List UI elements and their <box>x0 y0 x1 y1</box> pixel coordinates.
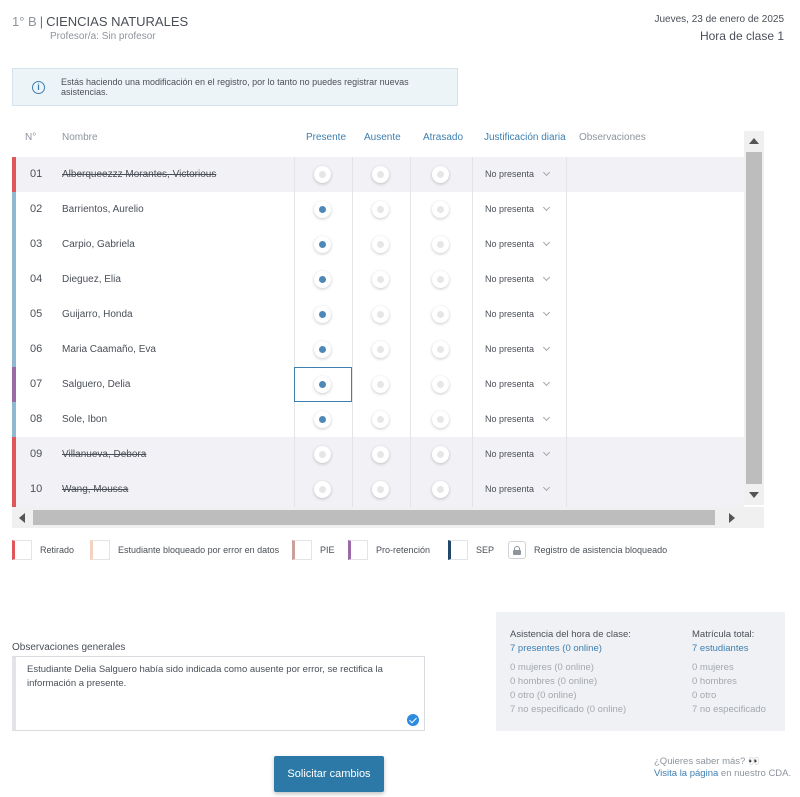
status-bar <box>12 367 16 402</box>
cell-divider <box>352 157 353 192</box>
cell-divider <box>472 262 473 297</box>
absent-radio[interactable] <box>372 306 389 323</box>
legend-swatch <box>348 540 368 560</box>
legend-item <box>292 540 335 560</box>
radio-dot <box>377 346 384 353</box>
col-late-header[interactable]: Atrasado <box>423 132 464 143</box>
absent-radio[interactable] <box>372 446 389 463</box>
present-radio[interactable] <box>314 481 331 498</box>
status-bar <box>12 297 16 332</box>
enrollment-line: 7 no especificado <box>692 704 766 715</box>
cell-divider <box>294 192 295 227</box>
present-radio[interactable] <box>314 201 331 218</box>
attendance-present-link[interactable]: 7 presentes (0 online) <box>510 643 602 654</box>
late-radio[interactable] <box>432 341 449 358</box>
col-name-header: Nombre <box>62 132 98 143</box>
attendance-summary <box>496 612 785 731</box>
legend-label: Registro de asistencia bloqueado <box>534 545 668 555</box>
student-name: Salguero, Delia <box>62 379 131 390</box>
justification-select[interactable] <box>485 402 549 437</box>
title-separator: | <box>39 14 44 29</box>
cell-divider <box>352 402 353 437</box>
attendance-line: 0 otro (0 online) <box>510 690 577 701</box>
enrollment-stats <box>692 628 766 717</box>
enrollment-line: 0 otro <box>692 690 717 701</box>
legend-swatch <box>292 540 312 560</box>
row-number: 07 <box>30 378 43 390</box>
cell-divider <box>410 402 411 437</box>
cell-divider <box>472 437 473 472</box>
vertical-scroll-thumb[interactable] <box>746 152 762 484</box>
status-legend <box>12 540 792 560</box>
justification-select[interactable] <box>485 262 549 297</box>
radio-dot <box>437 241 444 248</box>
visit-page-link[interactable]: Visita la página <box>654 768 719 779</box>
student-name: Guijarro, Honda <box>62 309 133 320</box>
attendance-title: Asistencia del hora de clase: <box>510 629 631 640</box>
enrollment-title: Matrícula total: <box>692 629 755 640</box>
cell-divider <box>472 332 473 367</box>
radio-dot <box>437 416 444 423</box>
radio-dot <box>319 171 326 178</box>
legend-item <box>90 540 279 560</box>
absent-radio[interactable] <box>372 236 389 253</box>
justification-value: No presenta <box>485 379 535 389</box>
observation-cell[interactable] <box>567 367 744 402</box>
table-row <box>12 157 744 192</box>
present-radio[interactable] <box>314 411 331 428</box>
table-row <box>12 262 744 297</box>
justification-value: No presenta <box>485 449 535 459</box>
justification-select[interactable] <box>485 437 549 472</box>
justification-select[interactable] <box>485 472 549 507</box>
cell-divider <box>352 227 353 262</box>
date-label: Jueves, 23 de enero de 2025 <box>654 14 784 25</box>
cell-divider <box>352 297 353 332</box>
cell-divider <box>410 367 411 402</box>
chevron-down-icon <box>543 344 550 351</box>
request-changes-button[interactable]: Solicitar cambios <box>274 756 384 792</box>
observation-cell[interactable] <box>567 192 744 227</box>
chevron-down-icon <box>543 274 550 281</box>
observation-cell[interactable] <box>567 297 744 332</box>
class-hour-label: Hora de clase 1 <box>699 29 784 43</box>
status-bar <box>12 472 16 507</box>
chevron-down-icon <box>543 379 550 386</box>
scroll-up-icon[interactable] <box>749 138 759 144</box>
legend-swatch <box>90 540 110 560</box>
radio-dot <box>377 241 384 248</box>
status-bar <box>12 262 16 297</box>
radio-dot <box>377 206 384 213</box>
radio-dot <box>437 311 444 318</box>
present-radio[interactable] <box>314 446 331 463</box>
absent-radio[interactable] <box>372 376 389 393</box>
cell-divider <box>294 297 295 332</box>
radio-dot <box>437 206 444 213</box>
justification-select[interactable] <box>485 192 549 227</box>
subject-label: CIENCIAS NATURALES <box>46 14 189 29</box>
justification-value: No presenta <box>485 309 535 319</box>
enrollment-link[interactable]: 7 estudiantes <box>692 643 749 654</box>
status-bar <box>12 192 16 227</box>
cell-divider <box>352 262 353 297</box>
late-radio[interactable] <box>432 236 449 253</box>
present-radio[interactable] <box>314 271 331 288</box>
cell-divider <box>472 297 473 332</box>
table-body <box>12 157 744 507</box>
justification-value: No presenta <box>485 344 535 354</box>
radio-dot <box>377 311 384 318</box>
late-radio[interactable] <box>432 271 449 288</box>
radio-dot <box>319 276 326 283</box>
cell-divider <box>352 332 353 367</box>
lock-icon <box>508 541 526 559</box>
cell-divider <box>294 472 295 507</box>
radio-dot <box>437 346 444 353</box>
horizontal-scroll-thumb[interactable] <box>33 510 715 525</box>
radio-dot <box>377 486 384 493</box>
legend-item <box>508 540 667 560</box>
late-radio[interactable] <box>432 446 449 463</box>
cell-divider <box>294 402 295 437</box>
enrollment-line: 0 hombres <box>692 676 737 687</box>
present-radio[interactable] <box>314 306 331 323</box>
cell-divider <box>410 297 411 332</box>
modification-notice <box>12 68 458 106</box>
chevron-down-icon <box>543 484 550 491</box>
table-row <box>12 192 744 227</box>
student-name: Carpio, Gabriela <box>62 239 135 250</box>
cell-divider <box>410 227 411 262</box>
chevron-down-icon <box>543 414 550 421</box>
scroll-right-icon[interactable] <box>729 513 735 523</box>
present-radio[interactable] <box>314 341 331 358</box>
more-info-question: ¿Quieres saber más? 👀 <box>654 756 760 767</box>
legend-label: Retirado <box>40 545 75 555</box>
cell-divider <box>352 437 353 472</box>
student-name: Maria Caamaño, Eva <box>62 344 156 355</box>
observation-cell[interactable] <box>567 402 744 437</box>
check-icon <box>407 714 419 726</box>
grade-label: 1° B <box>12 14 37 29</box>
chevron-down-icon <box>543 309 550 316</box>
observations-text: Estudiante Delia Salguero había sido indicada como ausente por error, se rectifica la información a presente. <box>27 664 383 689</box>
observations-label: Observaciones generales <box>12 642 126 653</box>
status-bar <box>12 402 16 437</box>
radio-dot <box>437 381 444 388</box>
radio-dot <box>437 486 444 493</box>
student-name: Barrientos, Aurelio <box>62 204 144 215</box>
row-number: 09 <box>30 448 43 460</box>
cell-divider <box>410 437 411 472</box>
radio-dot <box>377 416 384 423</box>
radio-dot <box>377 381 384 388</box>
radio-dot <box>319 206 326 213</box>
notice-text: Estás haciendo una modificación en el registro, por lo tanto no puedes registrar nuevas asistencias. <box>60 77 409 97</box>
legend-label: Estudiante bloqueado por error en datos <box>118 545 280 555</box>
observation-cell[interactable] <box>567 472 744 507</box>
page-header <box>12 14 188 42</box>
observation-cell[interactable] <box>567 227 744 262</box>
justification-select[interactable] <box>485 297 549 332</box>
status-bar <box>12 227 16 262</box>
justification-value: No presenta <box>485 204 535 214</box>
cell-divider <box>472 192 473 227</box>
observations-textarea[interactable] <box>12 656 425 731</box>
cell-divider <box>410 262 411 297</box>
justification-select[interactable] <box>485 367 549 402</box>
course-title <box>12 14 188 29</box>
legend-label: PIE <box>320 545 335 555</box>
chevron-down-icon <box>543 449 550 456</box>
radio-dot <box>437 171 444 178</box>
attendance-line: 0 hombres (0 online) <box>510 676 598 687</box>
col-present-header[interactable]: Presente <box>306 132 347 143</box>
late-radio[interactable] <box>432 306 449 323</box>
attendance-table <box>12 128 764 528</box>
absent-radio[interactable] <box>372 271 389 288</box>
cell-divider <box>410 332 411 367</box>
student-name: Wang, Moussa <box>62 484 129 495</box>
cell-divider <box>472 157 473 192</box>
justification-value: No presenta <box>485 274 535 284</box>
radio-dot <box>437 276 444 283</box>
legend-item <box>448 540 494 560</box>
info-icon: i <box>32 81 45 94</box>
student-name: Villanueva, Debora <box>62 449 147 460</box>
vertical-scrollbar[interactable] <box>744 131 764 505</box>
cell-divider <box>472 367 473 402</box>
chevron-down-icon <box>543 239 550 246</box>
table-row <box>12 297 744 332</box>
cell-divider <box>294 262 295 297</box>
cell-divider <box>352 472 353 507</box>
row-number: 01 <box>30 168 43 180</box>
table-row <box>12 402 744 437</box>
absent-radio[interactable] <box>372 341 389 358</box>
student-name: Dieguez, Elia <box>62 274 121 285</box>
col-absent-header[interactable]: Ausente <box>364 132 401 143</box>
date-info <box>654 14 784 43</box>
scroll-down-icon[interactable] <box>749 492 759 498</box>
chevron-down-icon <box>543 169 550 176</box>
scroll-left-icon[interactable] <box>19 513 25 523</box>
legend-swatch <box>12 540 32 560</box>
row-number: 06 <box>30 343 43 355</box>
row-number: 02 <box>30 203 43 215</box>
attendance-line: 0 mujeres (0 online) <box>510 662 594 673</box>
justification-value: No presenta <box>485 239 535 249</box>
justification-value: No presenta <box>485 484 535 494</box>
radio-dot <box>377 276 384 283</box>
more-info <box>654 756 794 780</box>
cell-divider <box>472 472 473 507</box>
row-number: 08 <box>30 413 43 425</box>
observation-cell[interactable] <box>567 332 744 367</box>
cell-divider <box>294 332 295 367</box>
cell-divider <box>352 192 353 227</box>
focused-cell <box>294 367 352 402</box>
cell-divider <box>294 437 295 472</box>
justification-select[interactable] <box>485 227 549 262</box>
absent-radio[interactable] <box>372 481 389 498</box>
absent-radio[interactable] <box>372 166 389 183</box>
table-row <box>12 472 744 507</box>
late-radio[interactable] <box>432 411 449 428</box>
cell-divider <box>410 192 411 227</box>
col-num-header: N° <box>25 132 37 143</box>
justification-value: No presenta <box>485 414 535 424</box>
table-row <box>12 367 744 402</box>
more-info-suffix: en nuestro CDA. <box>718 768 792 779</box>
radio-dot <box>319 486 326 493</box>
class-attendance-stats <box>510 628 631 717</box>
radio-dot <box>319 241 326 248</box>
legend-item <box>348 540 430 560</box>
justification-select[interactable] <box>485 157 549 192</box>
observation-cell[interactable] <box>567 262 744 297</box>
row-number: 04 <box>30 273 43 285</box>
cell-divider <box>472 227 473 262</box>
table-header <box>12 128 744 157</box>
radio-dot <box>319 346 326 353</box>
radio-dot <box>319 416 326 423</box>
cell-divider <box>294 227 295 262</box>
radio-dot <box>319 451 326 458</box>
legend-swatch <box>448 540 468 560</box>
col-observations-header: Observaciones <box>579 132 646 143</box>
absent-radio[interactable] <box>372 411 389 428</box>
late-radio[interactable] <box>432 166 449 183</box>
observation-cell[interactable] <box>567 437 744 472</box>
justification-value: No presenta <box>485 169 535 179</box>
cell-divider <box>472 402 473 437</box>
cell-divider <box>410 157 411 192</box>
cell-divider <box>294 157 295 192</box>
attendance-line: 7 no especificado (0 online) <box>510 704 627 715</box>
present-radio[interactable] <box>314 236 331 253</box>
legend-label: SEP <box>476 545 495 555</box>
present-radio[interactable] <box>314 166 331 183</box>
col-justification-header[interactable]: Justificación diaria <box>484 132 566 143</box>
status-bar <box>12 157 16 192</box>
row-number: 03 <box>30 238 43 250</box>
table-row <box>12 332 744 367</box>
absent-radio[interactable] <box>372 201 389 218</box>
chevron-down-icon <box>543 204 550 211</box>
row-number: 05 <box>30 308 43 320</box>
cell-divider <box>410 472 411 507</box>
row-number: 10 <box>30 483 43 495</box>
legend-label: Pro-retención <box>376 545 431 555</box>
late-radio[interactable] <box>432 481 449 498</box>
radio-dot <box>437 451 444 458</box>
status-bar <box>12 437 16 472</box>
teacher-label: Profesor/a: Sin profesor <box>50 31 156 42</box>
late-radio[interactable] <box>432 201 449 218</box>
student-name: Alberqueezzz Morantes, Victorious <box>62 169 217 180</box>
late-radio[interactable] <box>432 376 449 393</box>
enrollment-line: 0 mujeres <box>692 662 734 673</box>
table-row <box>12 227 744 262</box>
radio-dot <box>319 311 326 318</box>
legend-item <box>12 540 74 560</box>
radio-dot <box>377 171 384 178</box>
horizontal-scrollbar[interactable] <box>12 507 764 528</box>
justification-select[interactable] <box>485 332 549 367</box>
status-bar <box>12 332 16 367</box>
student-name: Sole, Ibon <box>62 414 108 425</box>
table-row <box>12 437 744 472</box>
radio-dot <box>377 451 384 458</box>
cell-divider <box>352 367 353 402</box>
observation-cell[interactable] <box>567 157 744 192</box>
